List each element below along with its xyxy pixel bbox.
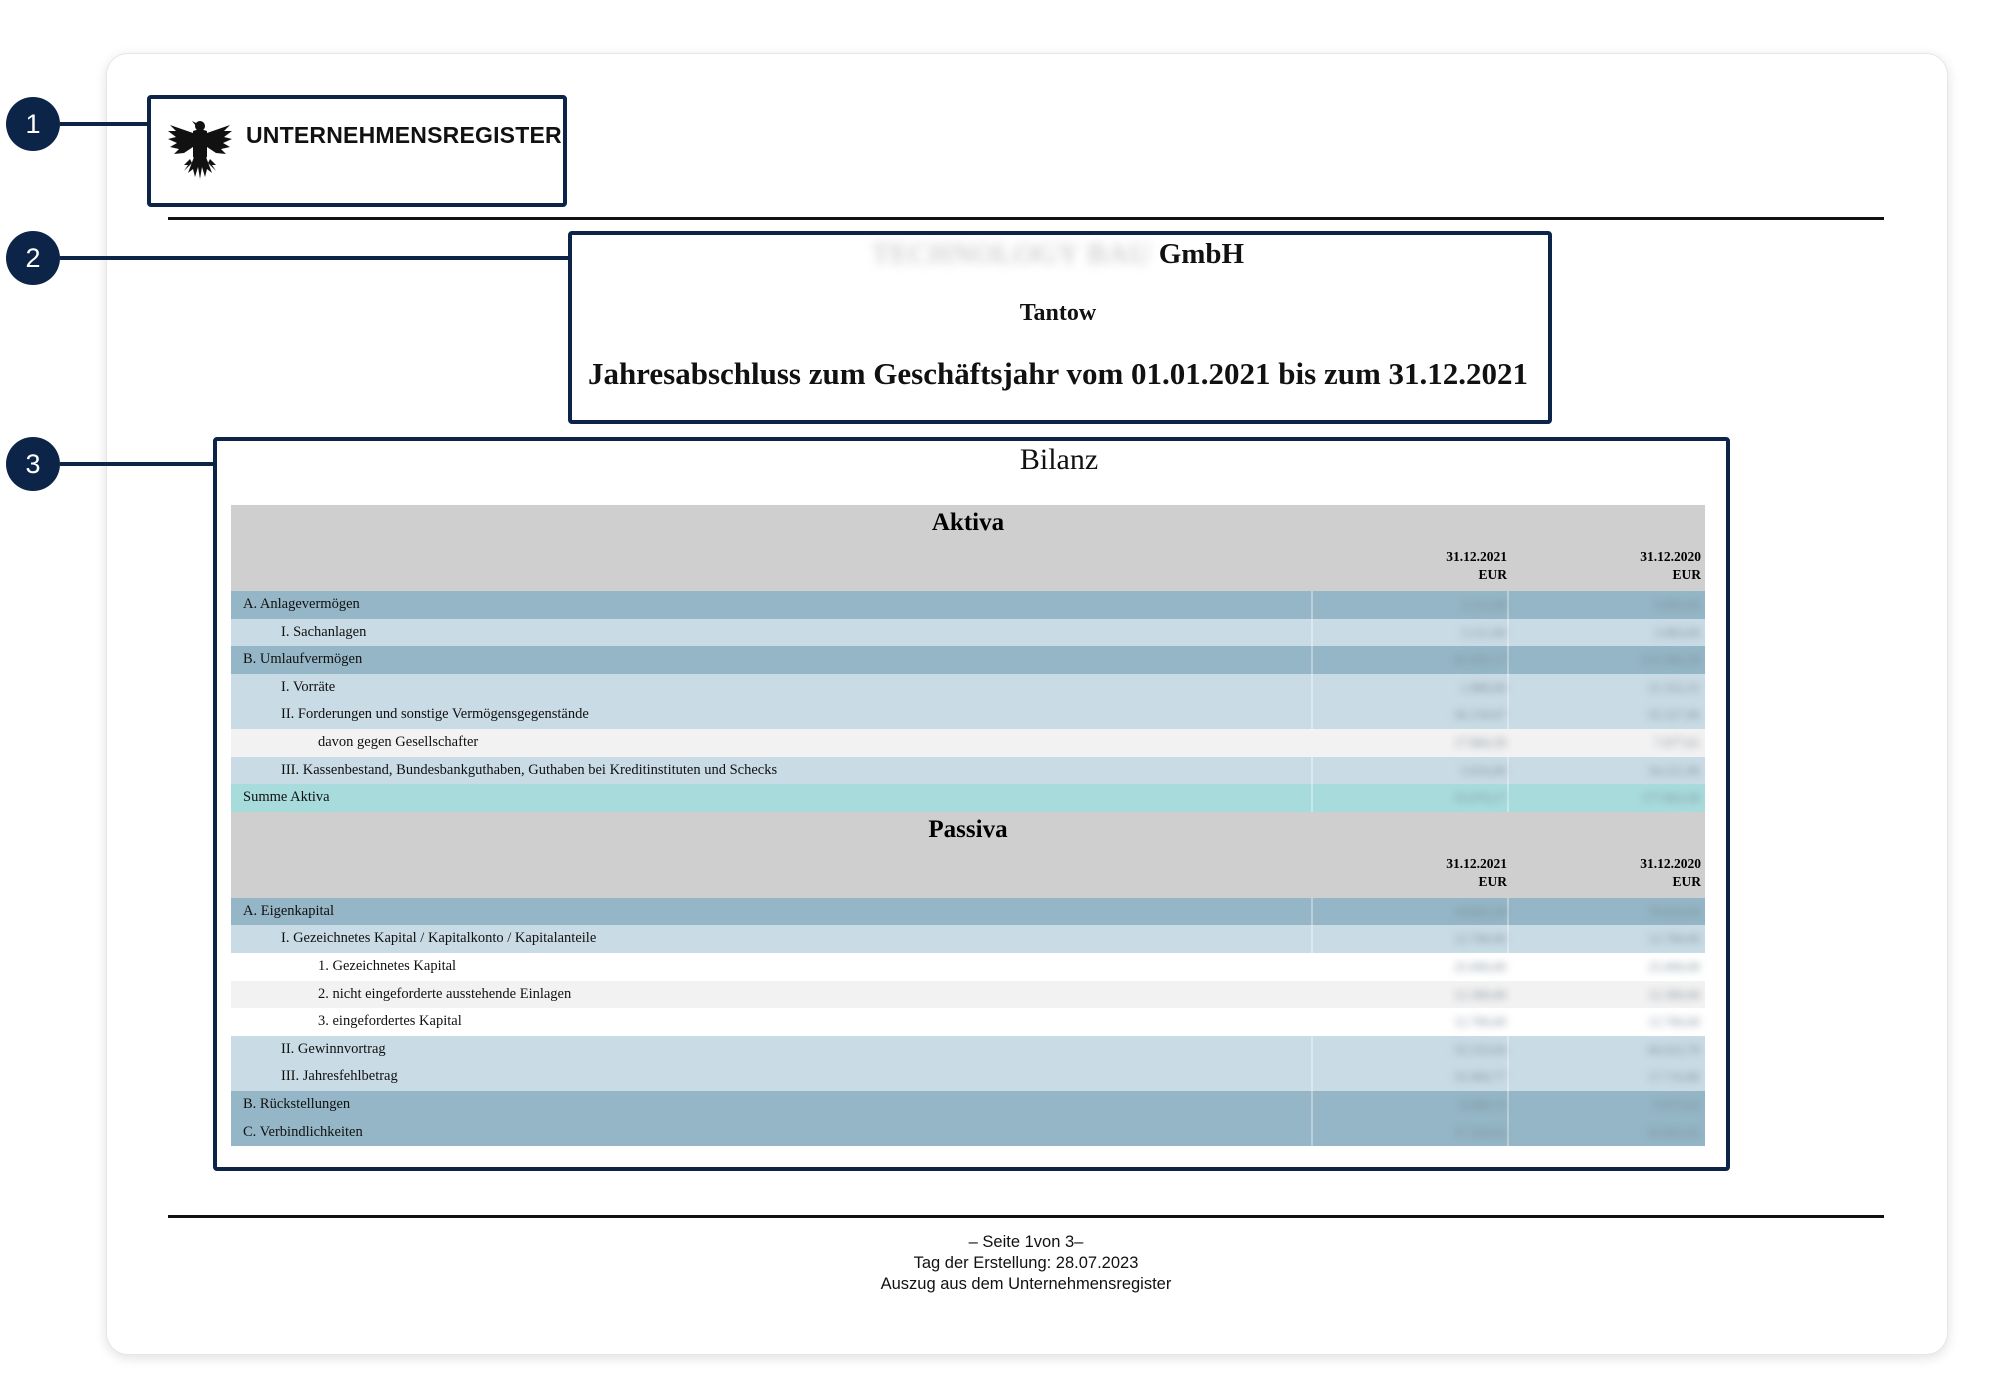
- marker-3: 3: [6, 437, 60, 491]
- footer-extract-note: Auszug aus dem Unternehmensregister: [880, 1275, 1172, 1293]
- row-value-2020: 17.710,80: [1648, 1069, 1700, 1085]
- aktiva-col-2021-unit: EUR: [1478, 567, 1507, 582]
- row-value-2020: 55.527,96: [1648, 707, 1700, 723]
- row-label: Summe Aktiva: [243, 789, 330, 806]
- row-label: B. Rückstellungen: [243, 1095, 351, 1112]
- row-label: II. Gewinnvortrag: [281, 1040, 386, 1057]
- marker-2: 2: [6, 231, 60, 285]
- row-value-2020: 12.700,00: [1648, 931, 1700, 947]
- row-value-2020: 177.863,58: [1641, 790, 1700, 806]
- row-label: I. Gezeichnetes Kapital / Kapitalkonto / Kapitalanteile: [281, 930, 597, 947]
- row-value-2021: 10.805,59: [1454, 903, 1506, 919]
- marker-3-line: [60, 462, 214, 466]
- row-label: 2. nicht eingeforderte ausstehende Einlagen: [318, 985, 572, 1002]
- row-value-2020: 9.975,62: [1654, 1096, 1700, 1112]
- row-value-2020: 93.855,82: [1648, 1124, 1700, 1140]
- row-label: I. Sachanlagen: [281, 623, 367, 640]
- row-value-2021: 33.333,04: [1454, 1041, 1506, 1057]
- row-value-2020: 3.083,00: [1654, 624, 1700, 640]
- table-row: [231, 619, 1705, 647]
- row-value-2020: 131.966,58: [1641, 652, 1700, 668]
- page-footer: [106, 1232, 1946, 1295]
- row-value-2021: 12.700,00: [1454, 931, 1506, 947]
- row-label: B. Umlaufvermögen: [243, 651, 363, 668]
- row-value-2021: 12.300,00: [1454, 986, 1506, 1002]
- table-row: [231, 646, 1705, 674]
- statement-title: Jahresabschluss zum Geschäftsjahr vom 01.01.2021 bis zum 31.12.2021: [587, 356, 1529, 391]
- bilanz-title: Bilanz: [1019, 443, 1099, 476]
- passiva-col-2021-date: 31.12.2021: [1446, 855, 1507, 871]
- row-value-2020: 12.300,00: [1648, 986, 1700, 1002]
- footer-rule: [168, 1215, 1884, 1218]
- row-label: 3. eingefordertes Kapital: [318, 1013, 462, 1030]
- federal-eagle-icon: [166, 117, 234, 183]
- passiva-col-2021-unit: EUR: [1478, 873, 1507, 889]
- aktiva-col-2021-date: 31.12.2021: [1446, 549, 1507, 564]
- row-value-2021: 55.070,17: [1454, 790, 1506, 806]
- passiva-col-2020-unit: EUR: [1672, 873, 1701, 889]
- marker-1: 1: [6, 97, 60, 151]
- row-label: C. Verbindlichkeiten: [243, 1123, 363, 1140]
- company-name: [568, 238, 1548, 271]
- row-label: A. Anlagevermögen: [243, 596, 360, 612]
- footer-created-date: Tag der Erstellung: 28.07.2023: [913, 1254, 1139, 1272]
- footer-page-number: – Seite 1von 3–: [968, 1233, 1084, 1251]
- table-row-total: [231, 784, 1705, 812]
- row-value-2021: 37.500,66: [1454, 1124, 1506, 1140]
- company-name-redacted: TECHNOLOGY BAU: [871, 238, 1152, 270]
- row-value-2021: 35.900,77: [1454, 1069, 1506, 1085]
- row-label: I. Vorräte: [281, 678, 336, 695]
- table-row: [231, 981, 1705, 1009]
- company-legal-form: GmbH: [1158, 238, 1245, 270]
- aktiva-header: [231, 505, 1705, 591]
- row-value-2021: 12.700,00: [1454, 1014, 1506, 1030]
- row-value-2021: 41.055,17: [1454, 652, 1506, 668]
- row-value-2020: 12.700,00: [1648, 1014, 1700, 1030]
- table-row: [231, 898, 1705, 926]
- row-value-2021: 25.000,00: [1454, 958, 1506, 974]
- row-value-2021: 3.111,00: [1461, 624, 1506, 640]
- table-row: [231, 674, 1705, 702]
- row-label: A. Eigenkapital: [243, 902, 335, 919]
- table-row: [231, 1063, 1705, 1091]
- row-value-2021: 17.860,59: [1454, 734, 1506, 750]
- passiva-header: [231, 812, 1705, 898]
- table-row: [231, 1036, 1705, 1064]
- row-value-2021: 3.016,00: [1460, 762, 1506, 778]
- row-value-2020: 3.083,00: [1654, 597, 1700, 612]
- aktiva-col-2020-unit: EUR: [1672, 567, 1701, 582]
- row-label: III. Kassenbestand, Bundesbankguthaben, Guthaben bei Kreditinstituten und Schecks: [281, 761, 778, 778]
- table-row: [231, 729, 1705, 757]
- row-value-2020: 25.000,00: [1648, 958, 1700, 974]
- passiva-title: Passiva: [928, 815, 1008, 843]
- aktiva-col-2021: [1407, 548, 1507, 584]
- balance-sheet-table: [231, 505, 1705, 1146]
- passiva-col-2020-date: 31.12.2020: [1640, 855, 1701, 871]
- aktiva-title: Aktiva: [931, 509, 1005, 536]
- table-row: [231, 953, 1705, 981]
- row-value-2021: 6.080,15: [1460, 1096, 1506, 1112]
- row-value-2020: 7.077,61: [1654, 734, 1700, 750]
- table-row: [231, 701, 1705, 729]
- table-row: [231, 1008, 1705, 1036]
- table-row: [231, 757, 1705, 785]
- row-value-2021: 3.111,00: [1461, 597, 1506, 612]
- aktiva-col-2020: [1601, 548, 1701, 584]
- aktiva-col-2020-date: 31.12.2020: [1640, 549, 1701, 564]
- table-row: [231, 1091, 1705, 1119]
- marker-1-line: [60, 122, 150, 126]
- company-city: Tantow: [1019, 300, 1097, 326]
- row-value-2021: 1.880,00: [1460, 679, 1506, 695]
- register-logo-text: UNTERNEHMENSREGISTER: [246, 122, 562, 148]
- row-label: III. Jahresfehlbetrag: [281, 1068, 398, 1085]
- row-label: II. Forderungen und sonstige Vermögensgegenstände: [281, 706, 589, 723]
- marker-2-line: [60, 256, 568, 260]
- table-row: [231, 1119, 1705, 1147]
- table-row: [231, 925, 1705, 953]
- header-rule: [168, 217, 1884, 220]
- row-label: davon gegen Gesellschafter: [318, 733, 479, 750]
- table-row: [231, 591, 1705, 619]
- row-value-2020: 34.221,96: [1648, 762, 1700, 778]
- passiva-col-2021: [1407, 855, 1507, 891]
- row-value-2020: 31.552,31: [1648, 679, 1700, 695]
- row-value-2020: 66.622,70: [1648, 1041, 1700, 1057]
- row-value-2020: 79.033,04: [1648, 903, 1700, 919]
- row-label: 1. Gezeichnetes Kapital: [318, 957, 457, 974]
- row-value-2021: 36.159,07: [1454, 707, 1506, 723]
- passiva-col-2020: [1601, 855, 1701, 891]
